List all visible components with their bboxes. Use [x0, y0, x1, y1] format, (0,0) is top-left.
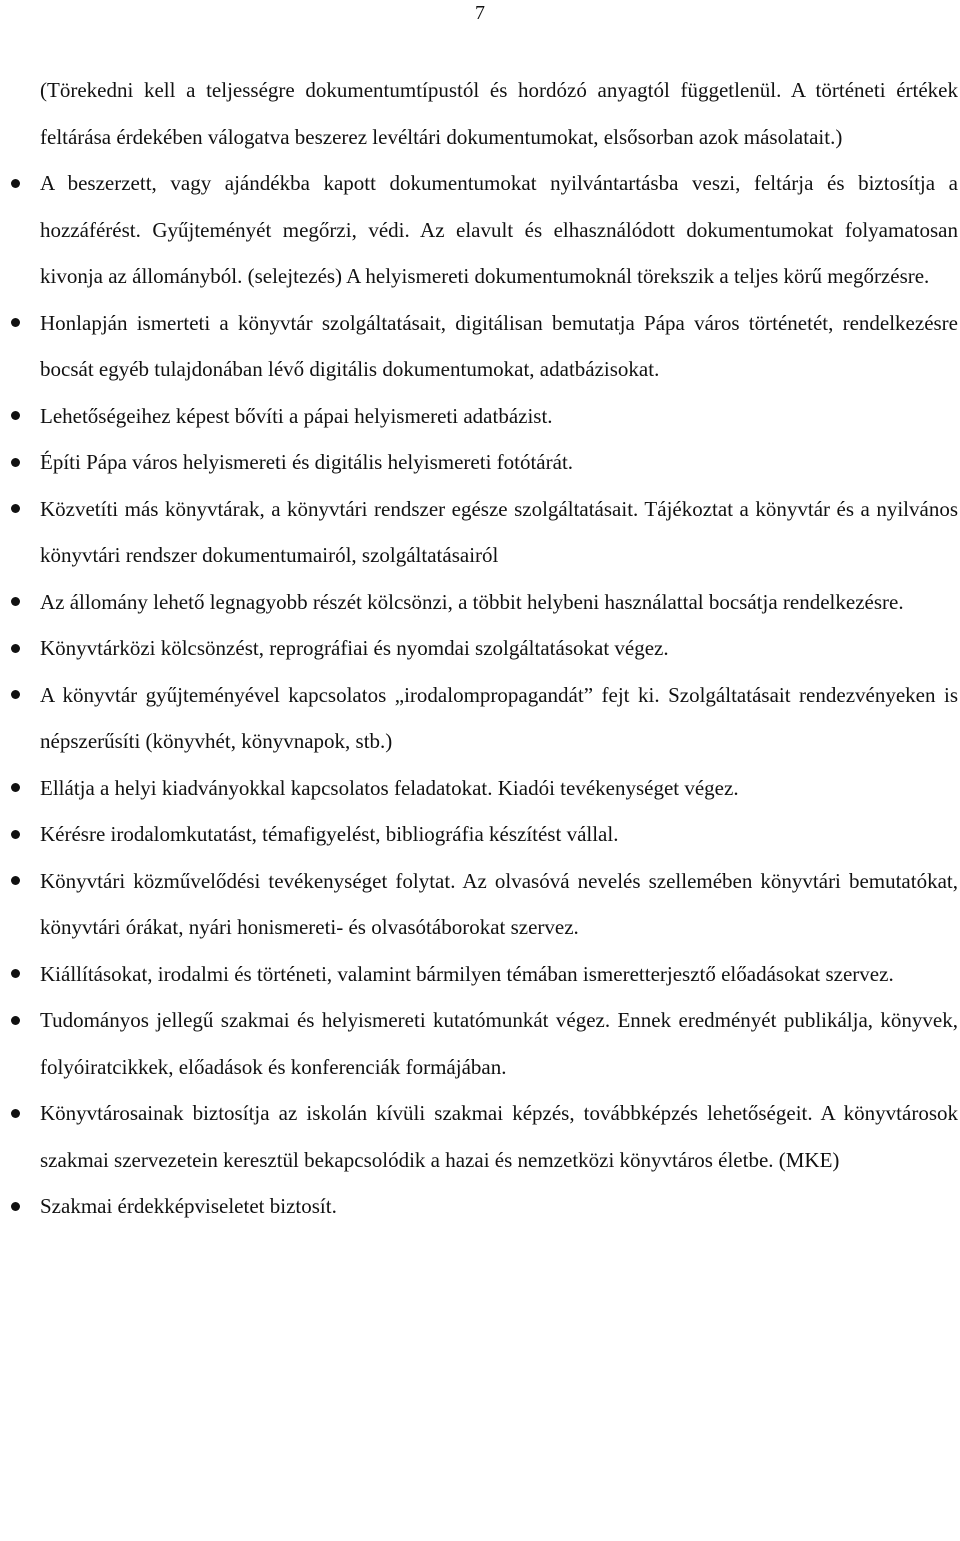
- bullet-icon: [8, 1183, 22, 1230]
- list-item-text: Közvetíti más könyvtárak, a könyvtári rendszer egésze szolgáltatásait. Tájékoztat a könyvtár és a nyilvános könyvtári rendszer dokumentumairól, szolgáltatásairól: [40, 496, 958, 567]
- list-item-text: Ellátja a helyi kiadványokkal kapcsolatos feladatokat. Kiadói tevékenységet végez.: [40, 775, 739, 800]
- list-item-text: Könyvtárközi kölcsönzést, reprográfiai és nyomdai szolgáltatásokat végez.: [40, 636, 669, 660]
- page-number: 7: [475, 2, 485, 24]
- list-item-text: Építi Pápa város helyismereti és digitális helyismereti fotótárát.: [40, 450, 574, 474]
- list-item: [40, 951, 958, 998]
- intro-paragraph: (Törekedni kell a teljességre dokumentumtípustól és hordózó anyagtól függetlenül. A történeti értékek feltárása érdekében válogatva beszerez levéltári dokumentumokat, elsősorban azok másolatait.): [40, 78, 958, 149]
- list-item: [40, 300, 958, 393]
- list-item: [40, 579, 958, 626]
- list-item-text: A beszerzett, vagy ajándékba kapott dokumentumokat nyilvántartásba veszi, feltárja és biztosítja a hozzáférést. Gyűjteményét megőrzi, védi. Az elavult és elhasználódott dokumentumokat folyamatosan kivonja az állományból. (selejtezés) A helyismereti dokumentumoknál törekszik a teljes körű megőrzésre.: [40, 171, 958, 288]
- list-item-text: Könyvtári közművelődési tevékenységet folytat. Az olvasóvá nevelés szellemében könyvtári bemutatókat, könyvtári órákat, nyári honismereti- és olvasótáborokat szervez.: [40, 868, 958, 939]
- list-item-text: Kérésre irodalomkutatást, témafigyelést, bibliográfia készítést vállal.: [40, 822, 619, 846]
- list-item-text: Az állomány lehető legnagyobb részét kölcsönzi, a többit helybeni használattal bocsátja rendelkezésre.: [40, 589, 904, 614]
- bullet-icon: [8, 625, 22, 672]
- list-item: [40, 672, 958, 765]
- list-item: [40, 858, 958, 951]
- bullet-list: [40, 160, 958, 1230]
- list-item-text: Könyvtárosainak biztosítja az iskolán kívüli szakmai képzés, továbbképzés lehetőségeit. A könyvtárosok szakmai szervezetein keresztül bekapcsolódik a hazai és nemzetközi könyvtáros életbe. (MKE): [40, 1101, 958, 1172]
- bullet-icon: [8, 951, 22, 998]
- list-item-text: A könyvtár gyűjteményével kapcsolatos „irodalompropagandát” fejt ki. Szolgáltatásait rendezvényeken is népszerűsíti (könyvhét, könyvnapok, stb.): [40, 682, 958, 753]
- list-item: [40, 625, 958, 672]
- list-item: [40, 1183, 958, 1230]
- list-item: [40, 997, 958, 1090]
- bullet-icon: [8, 765, 22, 812]
- list-item: [40, 486, 958, 579]
- bullet-icon: [8, 1090, 22, 1137]
- bullet-icon: [8, 393, 22, 440]
- list-item: [40, 393, 958, 440]
- bullet-icon: [8, 486, 22, 533]
- bullet-icon: [8, 160, 22, 207]
- bullet-icon: [8, 858, 22, 905]
- list-item-text: Kiállításokat, irodalmi és történeti, valamint bármilyen témában ismeretterjesztő előadásokat szervez.: [40, 961, 894, 986]
- list-item: [40, 811, 958, 858]
- document-body: [40, 67, 958, 1230]
- bullet-icon: [8, 439, 22, 486]
- list-item-text: Szakmai érdekképviseletet biztosít.: [40, 1194, 337, 1218]
- bullet-icon: [8, 672, 22, 719]
- bullet-icon: [8, 811, 22, 858]
- list-item: [40, 765, 958, 812]
- bullet-icon: [8, 997, 22, 1044]
- list-item-text: Lehetőségeihez képest bővíti a pápai helyismereti adatbázist.: [40, 403, 553, 428]
- bullet-icon: [8, 579, 22, 626]
- list-item: [40, 160, 958, 300]
- list-item-text: Tudományos jellegű szakmai és helyismereti kutatómunkát végez. Ennek eredményét publikálja, könyvek, folyóiratcikkek, előadások és konferenciák formájában.: [40, 1008, 958, 1079]
- bullet-icon: [8, 300, 22, 347]
- list-item: [40, 439, 958, 486]
- list-item-text: Honlapján ismerteti a könyvtár szolgáltatásait, digitálisan bemutatja Pápa város történetét, rendelkezésre bocsát egyéb tulajdonában lévő digitális dokumentumokat, adatbázisokat.: [40, 310, 958, 381]
- list-item: [40, 1090, 958, 1183]
